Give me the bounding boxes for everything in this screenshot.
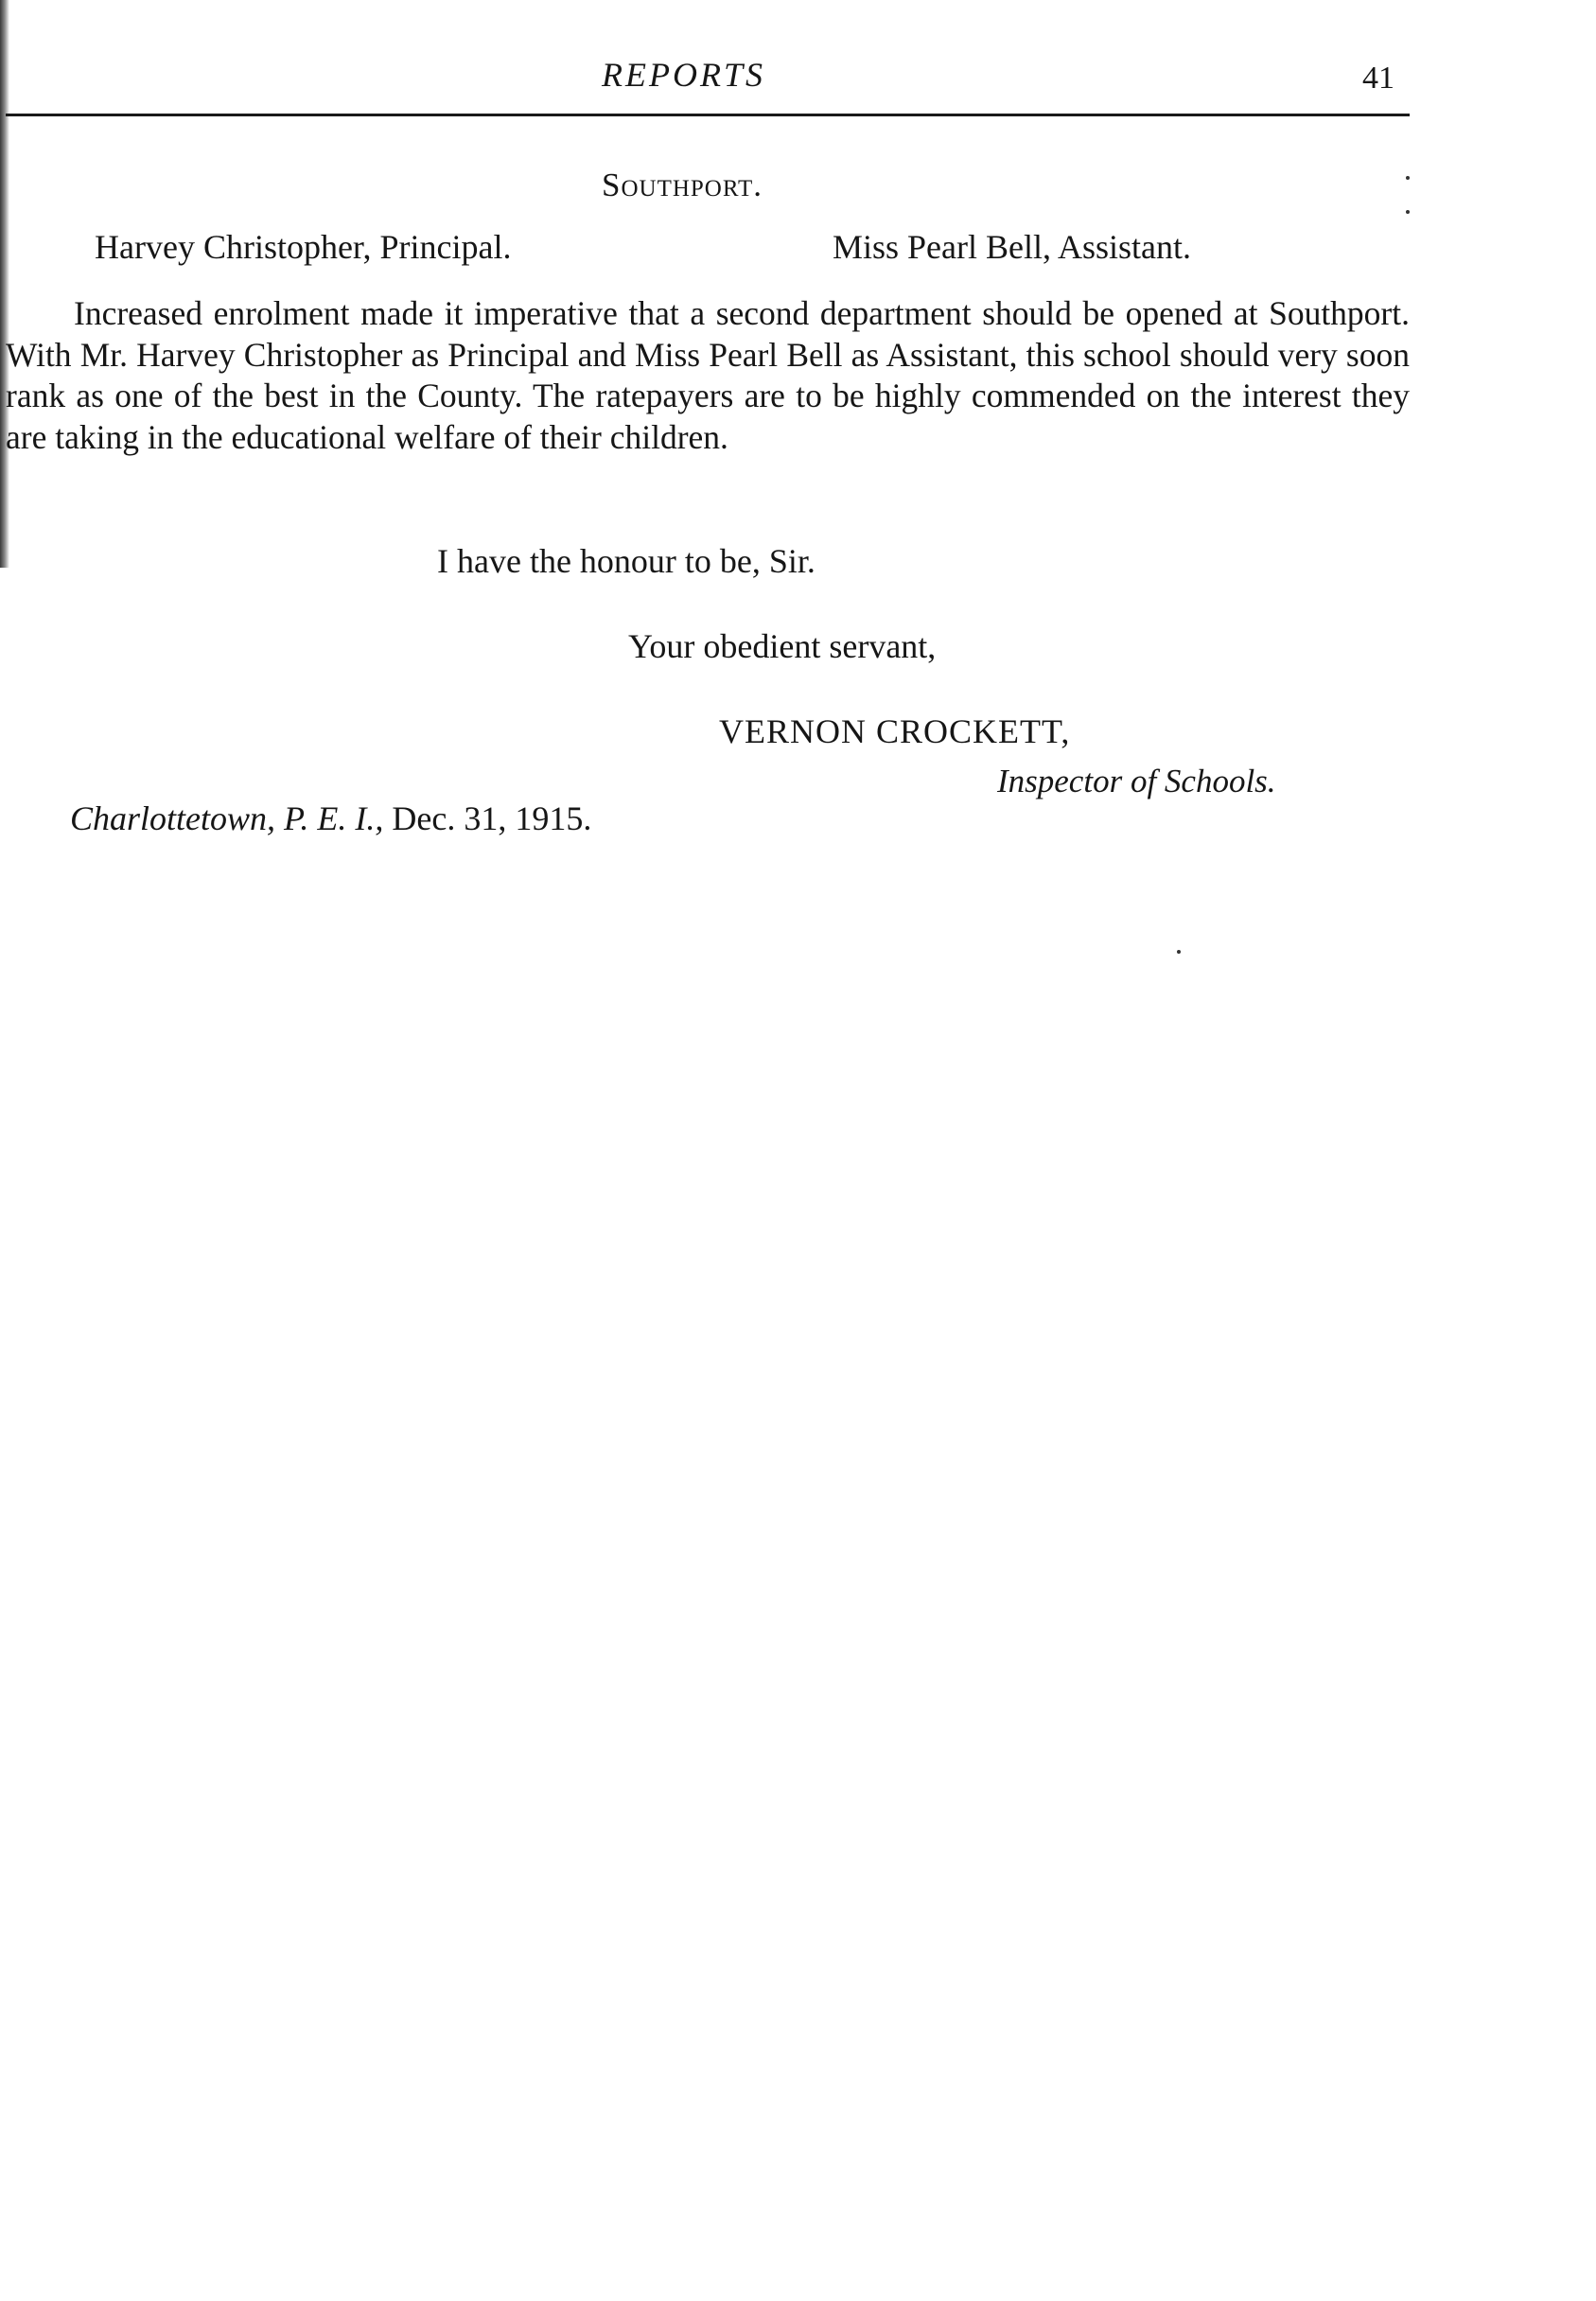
header-rule bbox=[6, 114, 1410, 116]
signatory-title: Inspector of Schools. bbox=[997, 763, 1276, 799]
signatory-name: VERNON CROCKETT, bbox=[719, 712, 1071, 750]
scan-speck bbox=[1177, 950, 1181, 954]
scan-speck bbox=[1406, 176, 1410, 180]
staff-assistant: Miss Pearl Bell, Assistant. bbox=[833, 228, 1192, 266]
scan-speck bbox=[1406, 210, 1410, 214]
running-head: REPORTS bbox=[602, 56, 765, 94]
valediction: Your obedient servant, bbox=[628, 627, 937, 665]
body-paragraph: Increased enrolment made it imperative that a second department should be opened at Southport. With Mr. Harvey Christopher as Principal and Miss Pearl Bell as Assistant, this school should very soon rank as one of the best in the County. The ratepayers are to be highly commended on the interest they are taking in the educational welfare of their children. bbox=[6, 294, 1410, 456]
page-number: 41 bbox=[1362, 61, 1394, 96]
section-title: Southport. bbox=[602, 167, 763, 203]
dateline-date: Dec. 31, 1915. bbox=[392, 799, 592, 837]
dateline bbox=[70, 799, 591, 838]
binding-edge-shadow bbox=[0, 0, 9, 568]
staff-principal: Harvey Christopher, Principal. bbox=[95, 228, 512, 266]
closing-line: I have the honour to be, Sir. bbox=[437, 542, 816, 580]
dateline-place: Charlottetown, P. E. I., bbox=[70, 799, 384, 837]
